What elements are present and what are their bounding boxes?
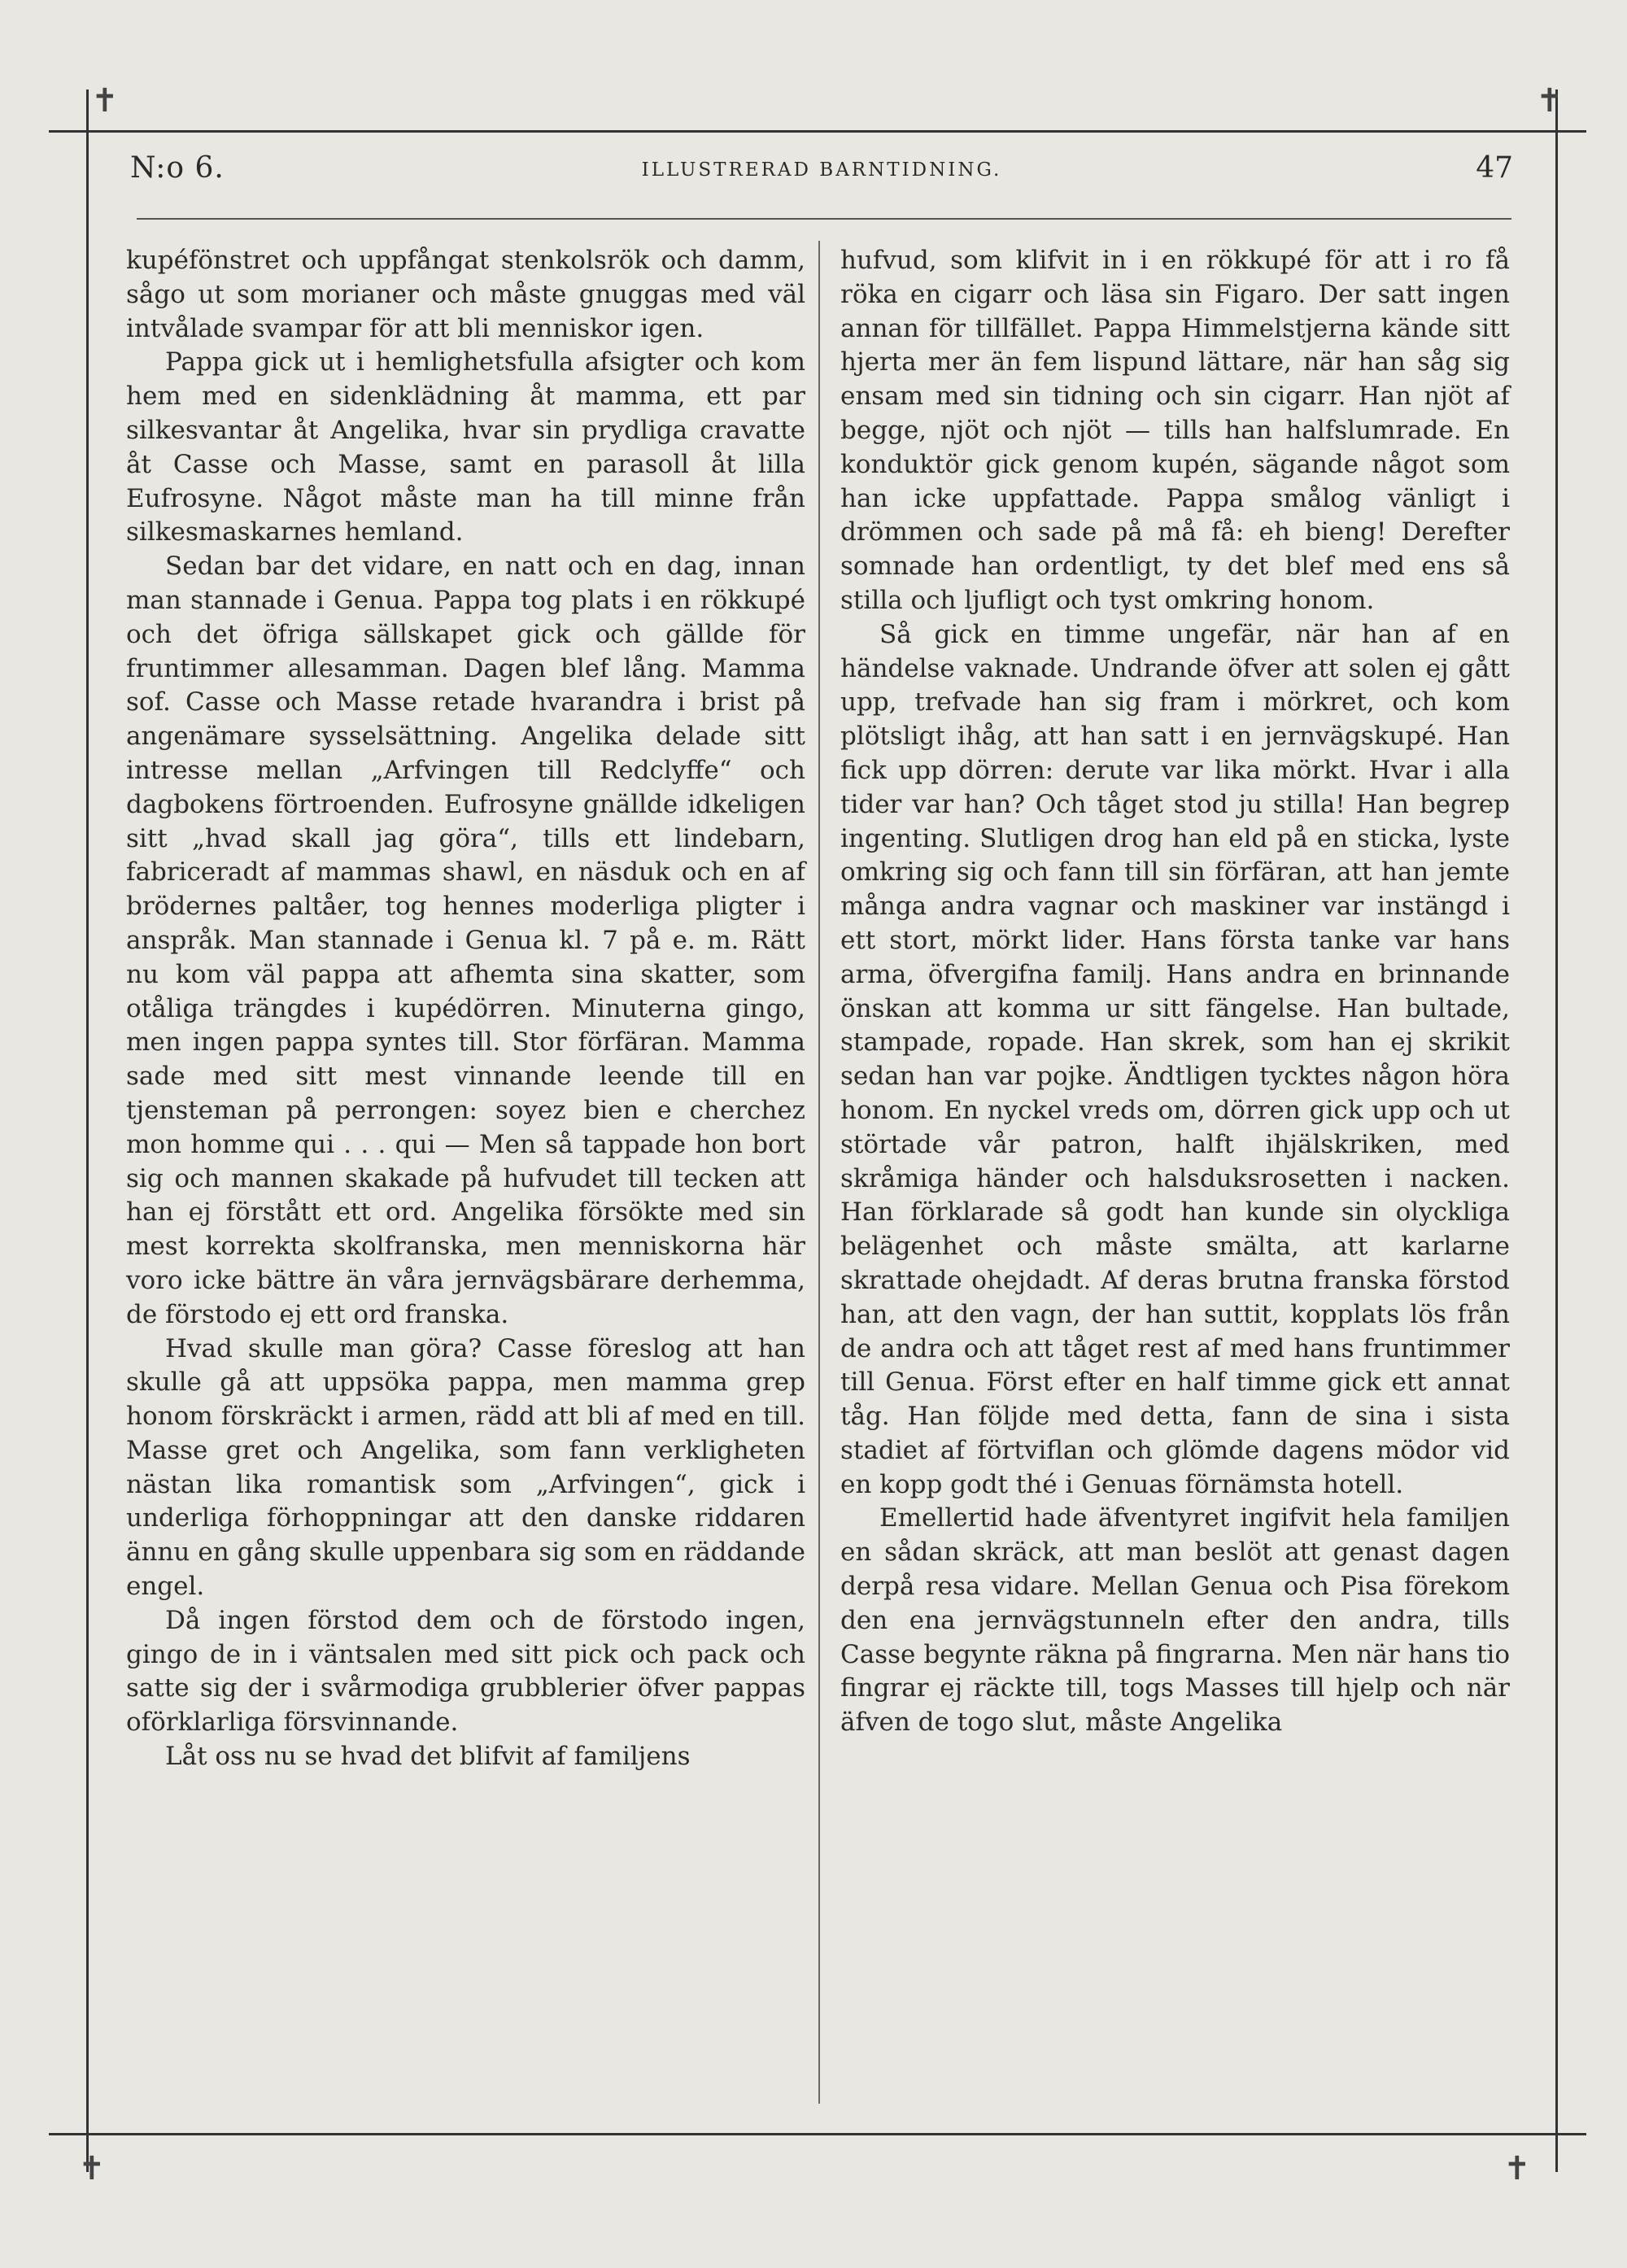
- column-divider: [818, 241, 820, 2104]
- frame-line-right: [1555, 89, 1558, 2172]
- registration-mark-bottom-left-icon: ✝: [78, 2150, 106, 2187]
- journal-title: ILLUSTRERAD BARNTIDNING.: [641, 159, 1002, 181]
- frame-line-top: [49, 130, 1586, 133]
- header-rule: [137, 218, 1511, 220]
- frame-line-bottom: [49, 2133, 1586, 2135]
- paragraph: Då ingen förstod dem och de förstodo ingen, gingo de in i väntsalen med sitt pick och pack och satte sig der i svårmodiga grubblerier öfver pappas oförklarliga försvinnande.: [126, 1605, 805, 1738]
- page-number: 47: [1476, 151, 1513, 185]
- right-text-column: [840, 244, 1510, 2115]
- registration-mark-top-left-icon: ✝: [91, 82, 119, 120]
- paragraph: Hvad skulle man göra? Casse föreslog att han skulle gå att uppsöka pappa, men mamma grep honom förskräckt i armen, rädd att bli af med en till. Masse gret och Angelika, som fann verkligheten nästan lika romantisk som „Arfvingen“, gick i underliga förhoppningar att den danske riddaren ännu en gång skulle uppenbara sig som en räddande engel.: [126, 1333, 805, 1602]
- paragraph: Sedan bar det vidare, en natt och en dag, innan man stannade i Genua. Pappa tog plats i en rökkupé och det öfriga sällskapet gick och gällde för fruntimmer allesamman. Dagen blef lång. Mamma sof. Casse och Masse retade hvarandra i brist på angenämare sysselsättning. Angelika delade sitt intresse mellan „Arfvingen till Redclyffe“ och dagbokens förtroenden. Eufrosyne gnällde idkeligen sitt „hvad skall jag göra“, tills ett lindebarn, fabriceradt af mammas shawl, en näsduk och en af brödernes paltåer, tog hennes moderliga pligter i anspråk. Man stannade i Genua kl. 7 på e. m. Rätt nu kom väl pappa att afhemta sina skatter, som otåliga trängdes i kupédörren. Minuterna gingo, men ingen pappa syntes till. Stor förfäran. Mamma sade med sitt mest vinnande leende till en tjensteman på perrongen: soyez bien e cherchez mon homme qui . . . qui — Men så tappade hon bort sig och mannen skakade på hufvudet till tecken att han ej förstått ett ord. Angelika försökte med sin mest korrekta skolfranska, men menniskorna här voro icke bättre än våra jernvägsbärare derhemma, de förstodo ej ett ord franska.: [126, 552, 805, 1329]
- paragraph: hufvud, som klifvit in i en rökkupé för att i ro få röka en cigarr och läsa sin Figaro. Der satt ingen annan för tillfället. Pappa Himmelstjerna kände sitt hjerta mer än fem lispund lättare, när han såg sig ensam med sin tidning och sin cigarr. Han njöt af begge, njöt och njöt — tills han halfslumrade. En konduktör gick genom kupén, sägande något som han icke uppfattade. Pappa smålog vänligt i drömmen och sade på må få: eh bieng! Derefter somnade han ordentligt, ty det blef med ens så stilla och ljufligt och tyst omkring honom.: [840, 246, 1510, 615]
- running-header: [130, 151, 1513, 200]
- paragraph: Emellertid hade äfventyret ingifvit hela familjen en sådan skräck, att man beslöt att genast dagen derpå resa vidare. Mellan Genua och Pisa förekom den ena jernvägstunneln efter den andra, tills Casse begynte räkna på fingrarna. Men när hans tio fingrar ej räckte till, togs Masses till hjelp och när äfven de togo slut, måste Angelika: [840, 1503, 1510, 1738]
- left-text-column: [126, 244, 805, 2115]
- paragraph: kupéfönstret och uppfångat stenkolsrök och damm, sågo ut som morianer och måste gnuggas med väl intvålade svampar för att bli menniskor igen.: [126, 246, 805, 343]
- paragraph: Så gick en timme ungefär, när han af en händelse vaknade. Undrande öfver att solen ej gått upp, trefvade han sig fram i mörkret, och kom plötsligt ihåg, att han satt i en jernvägskupé. Han fick upp dörren: derute var lika mörkt. Hvar i alla tider var han? Och tåget stod ju stilla! Han begrep ingenting. Slutligen drog han eld på en sticka, lyste omkring sig och fann till sin förfäran, att han jemte många andra vagnar och maskiner var instängd i ett stort, mörkt lider. Hans första tanke var hans arma, öfvergifna familj. Hans andra en brinnande önskan att komma ur sitt fängelse. Han bultade, stampade, ropade. Han skrek, som han ej skrikit sedan han var pojke. Ändtligen tycktes någon höra honom. En nyckel vreds om, dörren gick upp och ut störtade vår patron, halft ihjälskriken, med skråmiga händer och halsduksrosetten i nacken. Han förklarade så godt han kunde sin olyckliga belägenhet och måste smälta, att karlarne skrattade ohejdadt. Af deras brutna franska förstod han, att den vagn, der han suttit, kopplats lös från de andra och att tåget rest af med hans fruntimmer till Genua. Först efter en half timme gick ett annat tåg. Han följde med detta, fann de sina i sista stadiet af förtviflan och glömde dagens mödor vid en kopp godt thé i Genuas förnämsta hotell.: [840, 619, 1510, 1499]
- issue-number: N:o 6.: [130, 151, 225, 185]
- registration-mark-bottom-right-icon: ✝: [1503, 2150, 1531, 2187]
- frame-line-left: [86, 89, 89, 2172]
- registration-mark-top-right-icon: ✝: [1536, 82, 1564, 120]
- paragraph: Låt oss nu se hvad det blifvit af familjens: [165, 1742, 691, 1772]
- paragraph: Pappa gick ut i hemlighetsfulla afsigter och kom hem med en sidenklädning åt mamma, ett par silkesvantar åt Angelika, hvar sin prydliga cravatte åt Casse och Masse, samt en parasoll åt lilla Eufrosyne. Något måste man ha till minne från silkesmaskarnes hemland.: [126, 347, 805, 547]
